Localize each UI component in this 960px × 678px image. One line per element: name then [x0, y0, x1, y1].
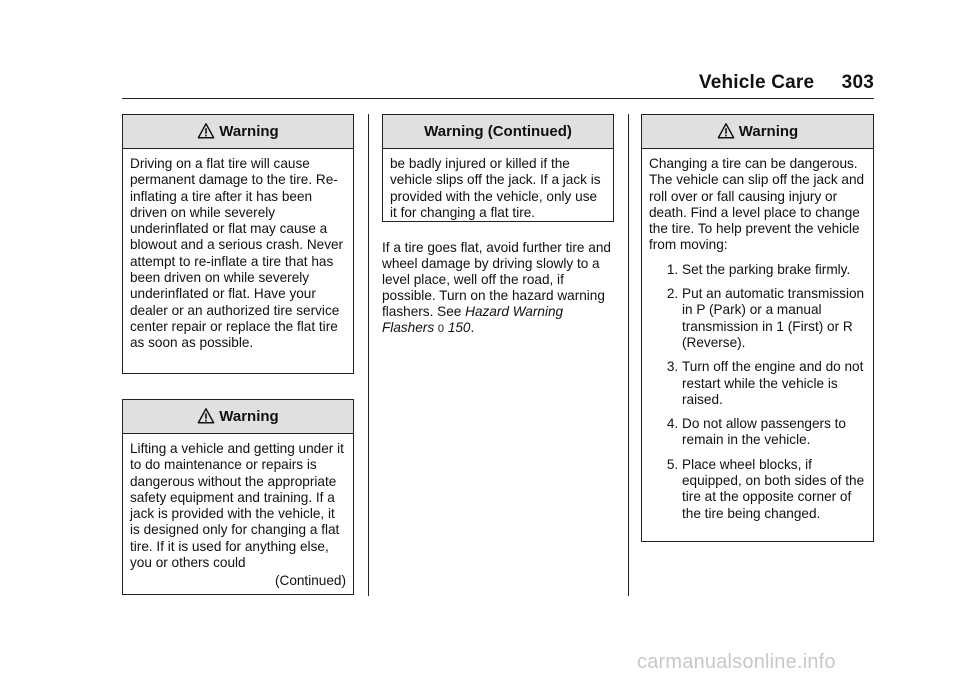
paragraph-text: If a tire goes flat, avoid further tire and wheel damage by driving slowly to a level place, well off the road, if possible. Turn on the hazard warning flashers. See: [382, 240, 611, 319]
page-reference-number[interactable]: 150: [447, 320, 471, 335]
list-item: 3. Turn off the engine and do not restart while the vehicle is raised.: [682, 359, 866, 408]
warning-title: Warning: [219, 408, 279, 425]
warning-box-flat-tire: [122, 114, 354, 374]
cross-reference-link[interactable]: Hazard Warning Flashers: [382, 304, 564, 335]
warning-header: [642, 115, 873, 149]
warning-title: Warning (Continued): [424, 123, 572, 140]
steps-list: [649, 262, 866, 522]
warning-triangle-icon: [197, 122, 215, 140]
warning-box-changing-tire: [641, 114, 874, 542]
warning-box-continued: [382, 114, 614, 222]
warning-text: Driving on a flat tire will cause permanent damage to the tire. Re-inflating a tire after it has been driven on while severely underinflated or flat may cause a blowout and a serious crash. Never attempt to re-inflate a tire that has been driven on while severely underinflated or flat. Have your dealer or an authorized tire service center repair or replace the flat tire as soon as possible.: [130, 156, 344, 351]
page-title: Vehicle Care 303: [698, 72, 874, 93]
warning-title: Warning: [219, 123, 279, 140]
list-item: 5. Place wheel blocks, if equipped, on both sides of the tire at the opposite corner of the tire being changed.: [682, 457, 866, 522]
warning-box-jack: [122, 399, 354, 595]
column-divider-right: [628, 114, 629, 596]
warning-header: [383, 115, 613, 149]
warning-text: Changing a tire can be dangerous. The vehicle can slip off the jack and roll over or fall causing injury or death. Find a level place to change the tire. To help prevent the vehicle from moving:: [649, 156, 865, 253]
warning-text: Lifting a vehicle and getting under it to do maintenance or repairs is dangerous without the appropriate safety equipment and training. If a jack is provided with the vehicle, it is designed only for changing a flat tire. If it is used for anything else, you or others could: [130, 441, 344, 571]
warning-text: be badly injured or killed if the vehicle slips off the jack. If a jack is provided with the vehicle, only use it for changing a flat tire.: [390, 156, 601, 220]
warning-triangle-icon: [197, 407, 215, 425]
warning-header: [123, 400, 353, 434]
list-item: 2. Put an automatic transmission in P (Park) or a manual transmission in 1 (First) or R (Reverse).: [682, 286, 866, 351]
body-paragraph: [382, 240, 618, 337]
column-divider-left: [368, 114, 369, 596]
list-item: 1. Set the parking brake firmly.: [682, 262, 866, 278]
warning-triangle-icon: [717, 122, 735, 140]
warning-title: Warning: [738, 123, 799, 140]
list-item: 4. Do not allow passengers to remain in the vehicle.: [682, 416, 866, 449]
page-header: [122, 72, 874, 99]
warning-header: [123, 115, 353, 149]
paragraph-end: .: [470, 320, 475, 335]
page-reference-arrow-icon: 0: [437, 323, 445, 335]
watermark: carmanualsonline.info: [637, 651, 836, 673]
continued-label: (Continued): [274, 573, 346, 589]
